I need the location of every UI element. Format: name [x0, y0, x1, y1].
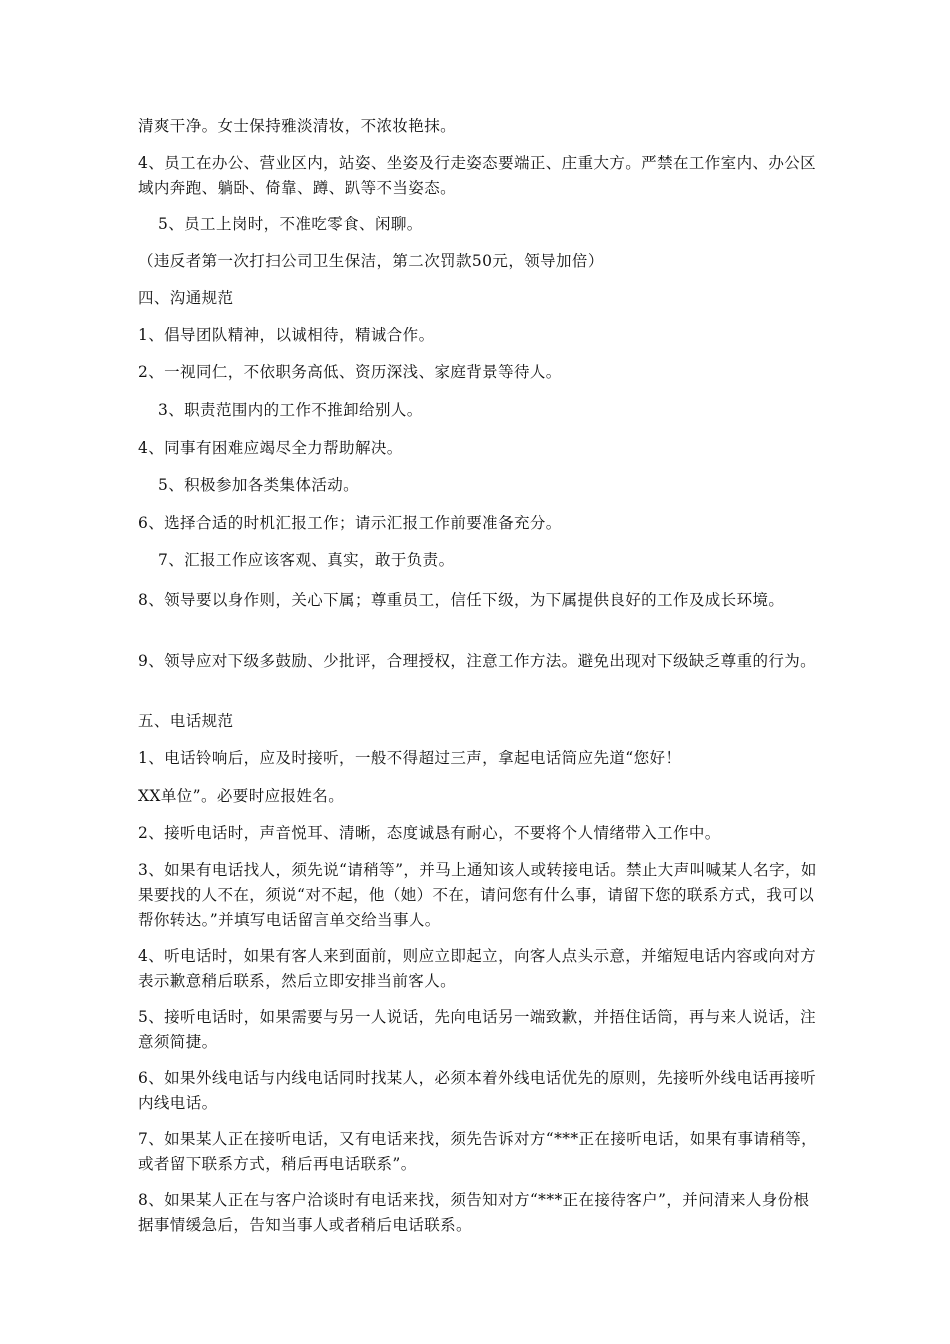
paragraph-encourage-subordinates: 9、领导应对下级多鼓励、少批评，合理授权，注意工作方法。避免出现对下级缺乏尊重的行为。 — [138, 652, 817, 670]
paragraph-report-timing: 6、选择合适的时机汇报工作；请示汇报工作前要准备充分。 — [138, 514, 562, 532]
section-heading-telephone: 五、电话规范 — [138, 712, 234, 730]
paragraph-help-colleagues: 4、同事有困难应竭尽全力帮助解决。 — [138, 439, 403, 457]
paragraph-penalty-note: （违反者第一次打扫公司卫生保洁，第二次罚款50元，领导加倍） — [138, 252, 604, 270]
paragraph-call-transfer: 3、如果有电话找人，须先说“请稍等”，并马上通知该人或转接电话。禁止大声叫喊某人名字，如果要找的人不在，须说“对不起，他（她）不在，请问您有什么事，请留下您的联系方式，我可以帮你转达。”并填写电话留言单交给当事人。 — [138, 861, 817, 929]
paragraph-busy-line: 7、如果某人正在接听电话，又有电话来找，须先告诉对方“***正在接听电话，如果有事请稍等，或者留下联系方式，稍后再电话联系”。 — [138, 1130, 818, 1173]
paragraph-greeting-continued: XX单位”。必要时应报姓名。 — [138, 787, 345, 805]
paragraph-with-client: 8、如果某人正在与客户洽谈时有电话来找，须告知对方“***正在接待客户”，并问清来人身份根据事情缓急后，告知当事人或者稍后电话联系。 — [138, 1191, 810, 1234]
paragraph-no-snacking: 5、员工上岗时，不准吃零食、闲聊。 — [158, 215, 423, 233]
paragraph-equal-treatment: 2、一视同仁，不依职务高低、资历深浅、家庭背景等待人。 — [138, 363, 562, 381]
paragraph-team-spirit: 1、倡导团队精神，以诚相待，精诚合作。 — [138, 326, 435, 344]
paragraph-lead-by-example: 8、领导要以身作则，关心下属；尊重员工，信任下级，为下属提供良好的工作及成长环境。 — [138, 591, 785, 609]
paragraph-answer-promptly: 1、电话铃响后，应及时接听，一般不得超过三声，拿起电话筒应先道“您好！ — [138, 749, 682, 767]
paragraph-group-activities: 5、积极参加各类集体活动。 — [158, 476, 360, 494]
paragraph-external-priority: 6、如果外线电话与内线电话同时找某人，必须本着外线电话优先的原则，先接听外线电话再接听内线电话。 — [138, 1069, 817, 1112]
section-heading-communication: 四、沟通规范 — [138, 289, 234, 307]
paragraph-responsibility: 3、职责范围内的工作不推卸给别人。 — [158, 401, 423, 419]
paragraph-report-objective: 7、汇报工作应该客观、真实，敢于负责。 — [158, 551, 455, 569]
paragraph-dress-code: 清爽干净。女士保持雅淡清妆，不浓妆艳抹。 — [138, 117, 457, 135]
paragraph-posture: 4、员工在办公、营业区内，站姿、坐姿及行走姿态要端正、庄重大方。严禁在工作室内、办公区域内奔跑、躺卧、倚靠、蹲、趴等不当姿态。 — [138, 154, 817, 197]
paragraph-speaking-to-another: 5、接听电话时，如果需要与另一人说话，先向电话另一端致歉，并捂住话筒，再与来人说话，注意须简捷。 — [138, 1008, 817, 1051]
paragraph-visitor-during-call: 4、听电话时，如果有客人来到面前，则应立即起立，向客人点头示意，并缩短电话内容或向对方表示歉意稍后联系，然后立即安排当前客人。 — [138, 947, 817, 990]
paragraph-pleasant-voice: 2、接听电话时，声音悦耳、清晰，态度诚恳有耐心，不要将个人情绪带入工作中。 — [138, 824, 721, 842]
